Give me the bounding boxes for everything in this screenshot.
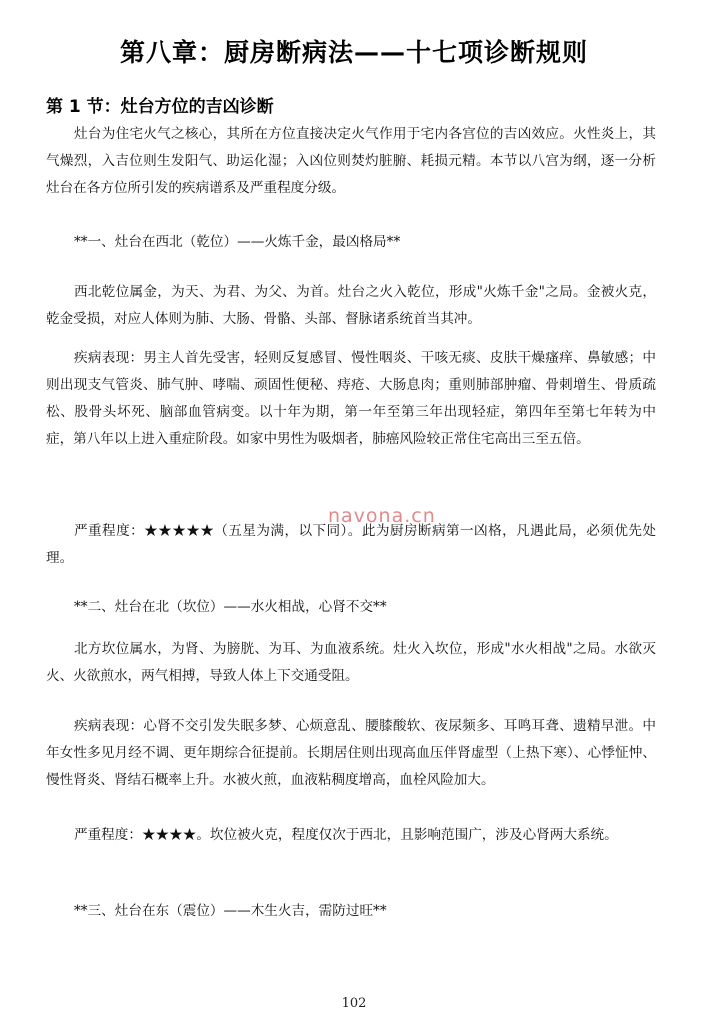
item-severity-2: 严重程度：★★★★。坎位被火克，程度仅次于西北，且影响范围广，涉及心肾两大系统。 <box>74 827 618 843</box>
section-title: 第 1 节：灶台方位的吉凶诊断 <box>46 97 274 117</box>
item-symptoms-2: 疾病表现：心肾不交引发失眠多梦、心烦意乱、腰膝酸软、夜尿频多、耳鸣耳聋、遗精早泄。中年女性多见月经不调、更年期综合征提前。长期居住则出现高血压伴肾虚型（上热下寒）、心悸怔忡、慢性肾炎、肾结石概率上升。水被火煎，血液粘稠度增高，血栓风险加大。 <box>46 718 656 788</box>
item-severity-1: 严重程度：★★★★★（五星为满，以下同）。此为厨房断病第一凶格，凡遇此局，必须优先处理。 <box>46 523 656 566</box>
item-heading-3: **三、灶台在东（震位）——木生火吉，需防过旺** <box>74 903 387 919</box>
item-heading-1: **一、灶台在西北（乾位）——火炼千金，最凶格局** <box>74 234 401 250</box>
item-symptoms-1: 疾病表现：男主人首先受害，轻则反复感冒、慢性咽炎、干咳无痰、皮肤干燥瘙痒、鼻敏感；中则出现支气管炎、肺气肿、哮喘、顽固性便秘、痔疮、大肠息肉；重则肺部肿瘤、骨刺增生、骨质疏松、股骨头坏死、脑部血管病变。以十年为期，第一年至第三年出现轻症，第四年至第七年转为中症，第八年以上进入重症阶段。如家中男性为吸烟者，肺癌风险较正常住宅高出三至五倍。 <box>46 350 656 447</box>
item-description-2: 北方坎位属水，为肾、为膀胱、为耳、为血液系统。灶火入坎位，形成"水火相战"之局。水欲灭火、火欲煎水，两气相搏，导致人体上下交通受阻。 <box>46 641 656 684</box>
page-number: 102 <box>341 996 367 1011</box>
intro-paragraph: 灶台为住宅火气之核心，其所在方位直接决定火气作用于宅内各宫位的吉凶效应。火性炎上，其气燥烈，入吉位则生发阳气、助运化湿；入凶位则焚灼脏腑、耗损元精。本节以八宫为纲，逐一分析灶台在各方位所引发的疾病谱系及严重程度分级。 <box>46 126 656 196</box>
watermark: navona.cn <box>328 505 436 527</box>
item-description-1: 西北乾位属金，为天、为君、为父、为首。灶台之火入乾位，形成"火炼千金"之局。金被火克，乾金受损，对应人体则为肺、大肠、骨骼、头部、督脉诸系统首当其冲。 <box>46 284 656 327</box>
chapter-title: 第八章：厨房断病法——十七项诊断规则 <box>119 38 588 67</box>
item-heading-2: **二、灶台在北（坎位）——水火相战，心肾不交** <box>74 599 387 615</box>
